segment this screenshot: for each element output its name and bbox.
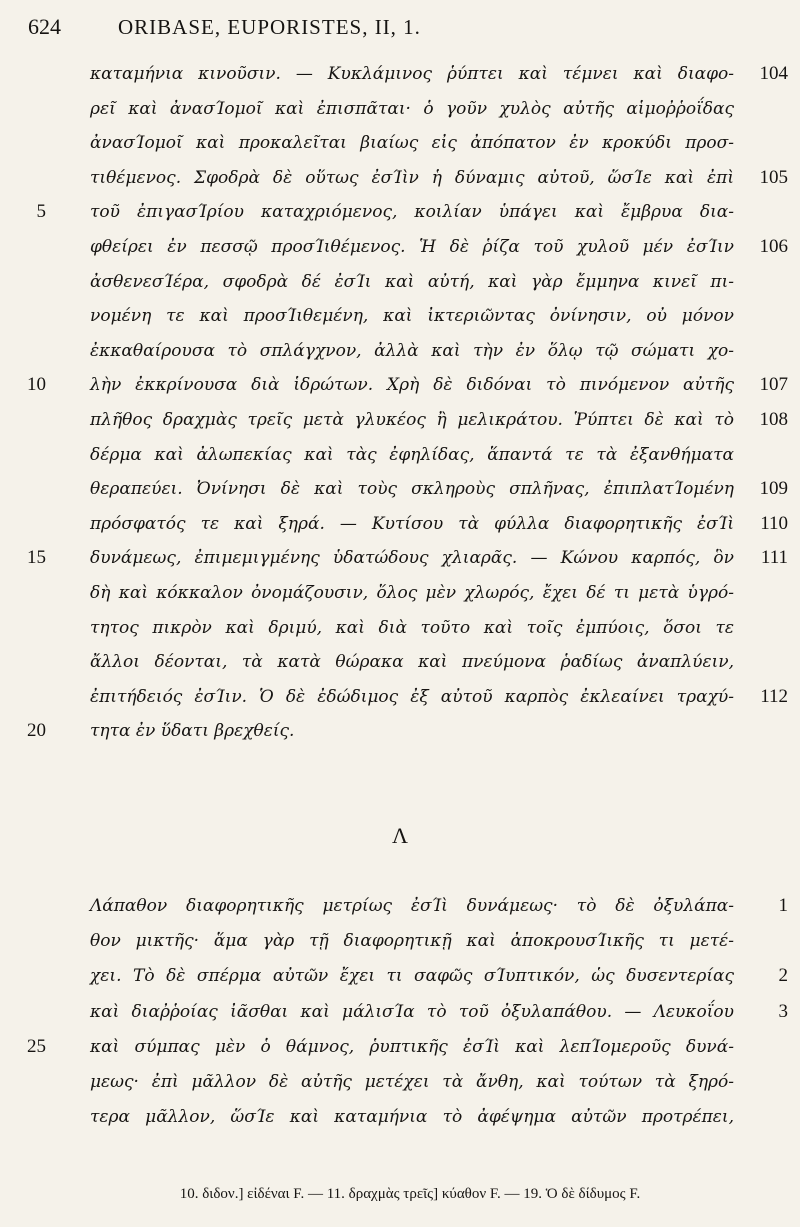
text-line: πρόσφατός τε καὶ ξηρά. — Κυτίσου τὰ φύλλα διαφορητικῆς ἐσΊὶ <box>90 513 734 534</box>
text-line: καὶ διαῤῥοίας ἰᾶσθαι καὶ μάλισΊα τὸ τοῦ ὀξυλαπάθου. — Λευκοΐου <box>90 1001 734 1022</box>
line-number: 5 <box>36 201 46 223</box>
text-line: χει. Τὸ δὲ σπέρμα αὐτῶν ἔχει τι σαφῶς σΊυπτικόν, ὡς δυσεντερίας <box>90 966 734 987</box>
text-line: πλῆθος δραχμὰς τρεῖς μετὰ γλυκέος ἢ μελικράτου. Ῥύπτει δὲ καὶ τὸ <box>90 410 734 430</box>
page-header <box>0 14 800 44</box>
section-number: 105 <box>759 166 788 188</box>
text-line: λὴν ἐκκρίνουσα διὰ ἱδρώτων. Χρὴ δὲ διδόναι τὸ πινόμενον αὐτῆς <box>90 375 734 396</box>
line-number: 20 <box>27 720 46 742</box>
section-number: 109 <box>759 478 788 500</box>
text-line: καταμήνια κινοῦσιν. — Κυκλάμινος ῥύπτει καὶ τέμνει καὶ διαφο- <box>90 64 734 84</box>
text-line: ἄλλοι δέονται, τὰ κατὰ θώρακα καὶ πνεύμονα ῥαδίως ἀναπλύειν, <box>90 652 734 673</box>
footnotes: 10. διδον.] εἰδέναι F. — 11. δραχμὰς τρεῖς] κύαθον F. — 19. Ὁ δὲ δίδυμος F. <box>179 1186 641 1202</box>
text-line: νομένη τε καὶ προσΊιθεμένη, καὶ ἰκτεριῶντας ὀνίνησιν, οὐ μόνον <box>90 306 734 327</box>
text-line: ἀσθενεσΊέρα, σφοδρὰ δέ ἐσΊι καὶ αὐτή, καὶ γὰρ ἔμμηνα κινεῖ πι- <box>90 271 734 292</box>
section-number: 2 <box>778 965 788 987</box>
page-number: 624 <box>28 14 61 39</box>
text-line: δὴ καὶ κόκκαλον ὀνομάζουσιν, ὅλος μὲν χλωρός, ἔχει δέ τι μετὰ ὑγρό- <box>90 583 734 603</box>
section-heading: Λ <box>392 823 408 848</box>
text-line: τητα ἐν ὕδατι βρεχθείς. <box>90 721 295 742</box>
text-line: φθείρει ἐν πεσσῷ προσΊιθέμενος. Ἡ δὲ ῥίζα τοῦ χυλοῦ μέν ἐσΊιν <box>90 237 734 257</box>
line-number: 25 <box>27 1035 46 1057</box>
text-line: Λάπαθον διαφορητικῆς μετρίως ἐσΊὶ δυνάμεως· τὸ δὲ ὀξυλάπα- <box>90 896 734 916</box>
text-line: θον μικτῆς· ἅμα γὰρ τῇ διαφορητικῇ καὶ ἀποκρουσΊικῆς τι μετέ- <box>90 931 734 952</box>
text-line: ρεῖ καὶ ἀνασΊομοῖ καὶ ἐπισπᾶται· ὁ γοῦν χυλὸς αὐτῆς αἱμοῤῥοΐδας <box>90 98 734 119</box>
text-line: μεως· ἐπὶ μᾶλλον δὲ αὐτῆς μετέχει τὰ ἄνθη, καὶ τούτων τὰ ξηρό- <box>90 1072 734 1092</box>
running-title: ORIBASE, EUPORISTES, II, 1. <box>118 15 421 39</box>
text-line: ἐκκαθαίρουσα τὸ σπλάγχνον, ἀλλὰ καὶ τὴν ἐν ὅλῳ τῷ σώματι χο- <box>90 340 734 361</box>
text-line: τητος πικρὸν καὶ δριμύ, καὶ διὰ τοῦτο καὶ τοῖς ἐμπύοις, ὅσοι τε <box>90 617 734 638</box>
text-line: τοῦ ἐπιγασΊρίου καταχριόμενος, κοιλίαν ὑπάγει καὶ ἔμβρυα δια- <box>90 202 734 223</box>
section-number: 112 <box>760 685 788 707</box>
line-number: 15 <box>27 547 46 569</box>
section-number: 106 <box>759 236 788 257</box>
section-number: 110 <box>760 512 788 534</box>
text-line: ἐπιτήδειός ἐσΊιν. Ὁ δὲ ἐδώδιμος ἐξ αὐτοῦ καρπὸς ἐκλεαίνει τραχύ- <box>90 686 734 707</box>
text-line: δέρμα καὶ ἀλωπεκίας καὶ τὰς ἐφηλίδας, ἅπαντά τε τὰ ἐξανθήματα <box>90 444 734 465</box>
text-line: ἀνασΊομοῖ καὶ προκαλεῖται βιαίως εἰς ἀπόπατον ἐν κροκύδι προσ- <box>90 133 734 154</box>
text-line: δυνάμεως, ἐπιμεμιγμένης ὑδατώδους χλιαρᾶς. — Κώνου καρπός, ὃν <box>90 548 734 569</box>
section-number: 3 <box>778 1000 788 1022</box>
section-number: 104 <box>759 63 788 84</box>
text-line: καὶ σύμπας μὲν ὁ θάμνος, ῥυπτικῆς ἐσΊὶ καὶ λεπΊομεροῦς δυνά- <box>90 1036 734 1057</box>
text-line: τερα μᾶλλον, ὥσΊε καὶ καταμήνια τὸ ἀφέψημα αὐτῶν προτρέπει, <box>90 1107 734 1128</box>
section-number: 111 <box>760 547 788 569</box>
section-number: 108 <box>759 409 788 430</box>
section-number: 1 <box>778 895 788 916</box>
text-line: θεραπεύει. Ὀνίνησι δὲ καὶ τοὺς σκληροὺς σπλῆνας, ἐπιπλατΊομένη <box>90 479 734 500</box>
line-number: 10 <box>27 374 46 396</box>
text-line: τιθέμενος. Σφοδρὰ δὲ οὕτως ἐσΊὶν ἡ δύναμις αὐτοῦ, ὥσΊε καὶ ἐπὶ <box>90 167 734 188</box>
section-number: 107 <box>759 374 788 396</box>
